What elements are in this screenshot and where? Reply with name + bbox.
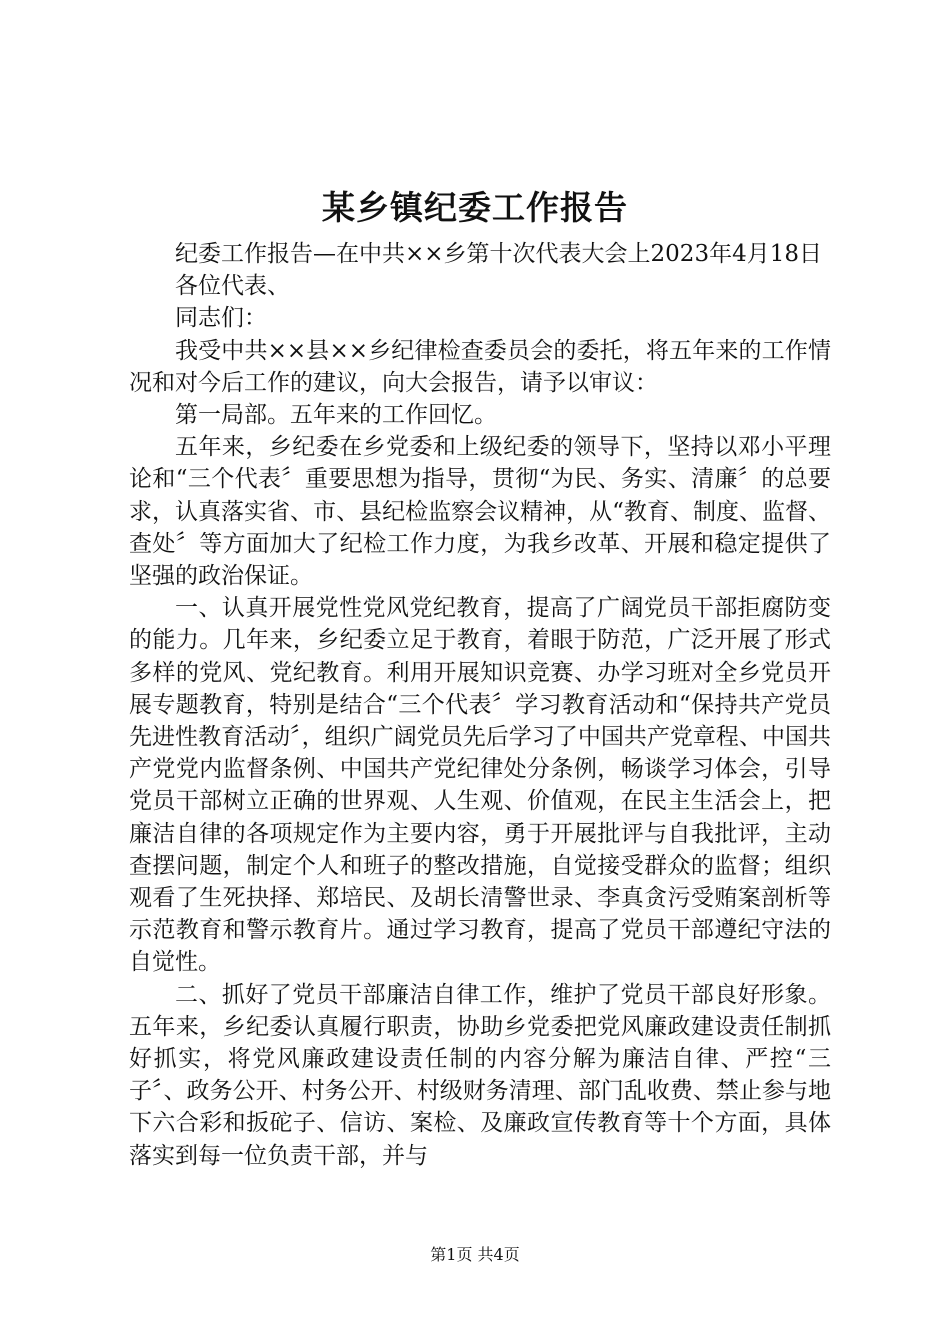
- paragraph-heading-line: 纪委工作报告—在中共××乡第十次代表大会上2023年4月18日: [175, 241, 822, 267]
- paragraph-salutation-comrades: 同志们：: [175, 305, 267, 332]
- paragraph-section-one: 一、认真开展党性党风党纪教育，提高了广阔党员干部拒腐防变的能力。几年来，乡纪委立足于教育，着眼于防范，广泛开展了形式多样的党风、党纪教育。利用开展知识竞赛、办学习班对全乡党员开展专题教育，特别是结合“三个代表〞学习教育活动和“保持共产党员先进性教育活动〞，组织广阔党员先后学习了中国共产党章程、中国共产党党内监督条例、中国共产党纪律处分条例，畅谈学习体会，引导党员干部树立正确的世界观、人生观、价值观，在民主生活会上，把廉洁自律的各项规定作为主要内容，勇于开展批评与自我批评，主动查摆问题，制定个人和班子的整改措施，自觉接受群众的监督；组织观看了生死抉择、郑培民、及胡长清警世录、李真贪污受贿案剖析等示范教育和警示教育片。通过学习教育，提高了党员干部遵纪守法的自觉性。: [129, 595, 831, 976]
- paragraph-salutation-delegates: 各位代表、: [175, 273, 290, 300]
- page-number-footer: 第1页 共4页: [430, 1245, 520, 1264]
- paragraph-section-two: 二、抓好了党员干部廉洁自律工作，维护了党员干部良好形象。五年来，乡纪委认真履行职责，协助乡党委把党风廉政建设责任制抓好抓实，将党风廉政建设责任制的内容分解为廉洁自律、严控“三子〞、政务公开、村务公开、村级财务清理、部门乱收费、禁止参与地下六合彩和扳砣子、信访、案检、及廉政宣传教育等十个方面，具体落实到每一位负责干部，并与: [129, 981, 831, 1169]
- paragraph-part-one-heading: 第一局部。五年来的工作回忆。: [175, 402, 497, 429]
- paragraph-introduction: 我受中共××县××乡纪律检查委员会的委托，将五年来的工作情况和对今后工作的建议，向大会报告，请予以审议：: [129, 337, 831, 396]
- document-body: [129, 238, 831, 1172]
- paragraph-overview: 五年来，乡纪委在乡党委和上级纪委的领导下，坚持以邓小平理论和“三个代表〞重要思想为指导，贯彻“为民、务实、清廉〞的总要求，认真落实省、市、县纪检监察会议精神，从“教育、制度、监督、查处〞等方面加大了纪检工作力度，为我乡改革、开展和稳定提供了坚强的政治保证。: [129, 434, 831, 590]
- document-title: 某乡镇纪委工作报告: [322, 188, 628, 227]
